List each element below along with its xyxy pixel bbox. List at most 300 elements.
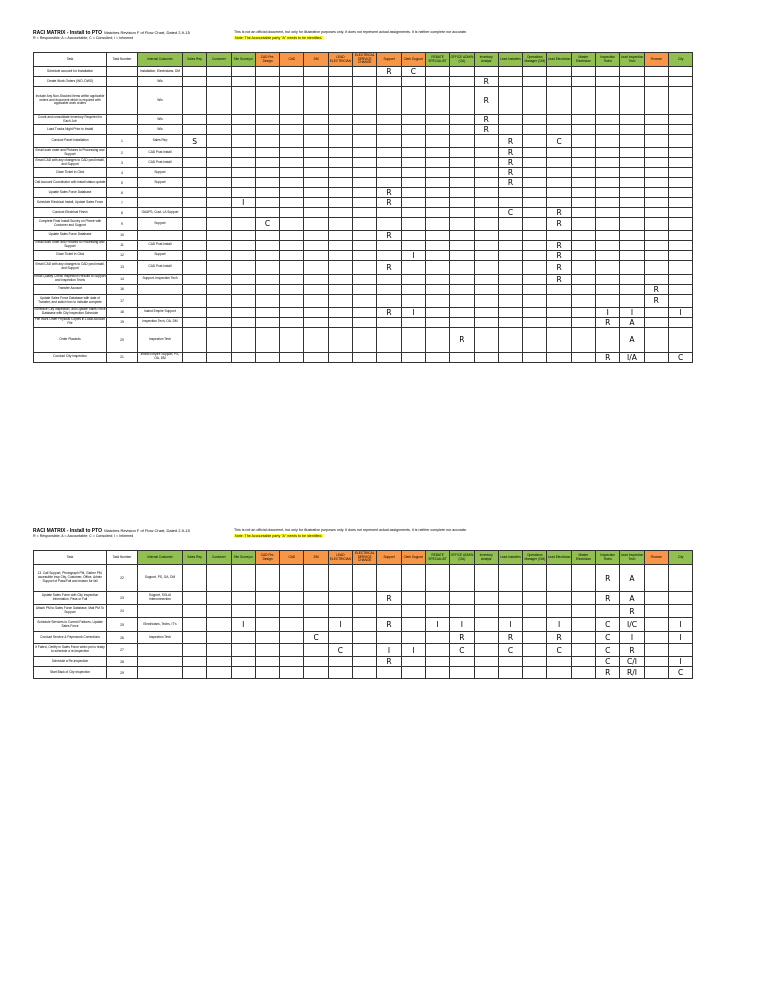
raci-code-cell [207,317,231,327]
raci-code-cell [425,148,449,158]
raci-code-cell [450,198,474,208]
raci-code-cell [523,135,547,148]
raci-code-cell [474,618,498,632]
raci-code-cell [280,274,304,284]
raci-code-cell [377,87,401,115]
raci-code-cell [474,188,498,198]
doc-subtitle: Matches Revision F of Flow Chart, Dated 2-9-15 [104,528,190,533]
raci-code-cell [328,327,352,352]
disclaimer: This is not an official document, but only for illustrative purposes only. It does not represent actual assignments. It is neither complete nor accurate. [234,30,467,34]
raci-code-cell [450,307,474,317]
raci-code-cell [255,198,279,208]
raci-code-cell [255,148,279,158]
raci-code-cell [304,125,328,135]
raci-code-cell [183,260,207,274]
raci-code-cell [547,148,571,158]
raci-code-cell [328,274,352,284]
role-column-header: CAD Pre-Design [255,551,279,565]
table-row [34,135,693,148]
task-cell: Load Trucks Night Prior to Install [34,125,107,135]
raci-code-cell [328,188,352,198]
raci-code-cell [547,294,571,307]
raci-code-cell [498,274,522,284]
raci-code-cell [183,605,207,618]
raci-code-cell [328,240,352,250]
raci-code-cell [425,632,449,644]
raci-code-cell: R [547,260,571,274]
internal-customer-cell: Electricians, Techs, IT's [138,618,183,632]
task-number-cell: 12 [107,250,138,260]
raci-code-cell [474,274,498,284]
raci-code-cell [377,284,401,294]
disclaimer: This is not an official document, but only for illustrative purposes only. It does not represent actual assignments. It is neither complete nor accurate. [234,528,467,532]
task-cell: 13. Call Support, Photograph PM, Gather PM, accessible Insp City, Customer, Office, Admin Support of Pass/Fail and reason for fail [34,565,107,592]
raci-code-cell [183,618,207,632]
raci-code-cell [571,218,595,231]
internal-customer-cell: WIs [138,125,183,135]
raci-code-cell [425,168,449,178]
raci-code-cell [328,260,352,274]
raci-code-cell [280,592,304,605]
raci-code-cell: R [450,327,474,352]
raci-code-cell [183,115,207,125]
raci-code-cell [401,260,425,274]
internal-customer-cell: OA&PS, Cust, LA Support [138,208,183,218]
raci-code-cell [523,317,547,327]
raci-code-cell [183,158,207,168]
raci-code-cell [450,667,474,679]
task-number-cell [107,115,138,125]
role-column-header: Lead Electrician [547,53,571,67]
raci-code-cell [425,307,449,317]
raci-code-cell [377,115,401,125]
task-cell: Schedule Electrical Install, Update Sales Force [34,198,107,208]
internal-customer-cell: Support [138,250,183,260]
task-cell: Conduct City Inspection [34,352,107,362]
raci-code-cell: I [450,618,474,632]
raci-code-cell [668,67,692,77]
raci-code-cell [304,115,328,125]
table-row [34,67,693,77]
raci-code-cell [571,168,595,178]
raci-code-cell [304,168,328,178]
raci-code-cell [255,307,279,317]
role-column-header: Customer [207,53,231,67]
task-number-cell: 28 [107,657,138,667]
raci-code-cell [401,352,425,362]
raci-code-cell [231,67,255,77]
raci-code-cell [596,77,620,87]
raci-code-cell [183,87,207,115]
raci-code-cell: R [498,135,522,148]
raci-code-cell [523,77,547,87]
raci-code-cell [353,178,377,188]
raci-code-cell [401,294,425,307]
role-column-header: CAD [280,53,304,67]
task-number-cell: 5 [107,178,138,188]
raci-code-cell [328,218,352,231]
raci-code-cell [523,115,547,125]
raci-code-cell [304,218,328,231]
table-row [34,294,693,307]
internal-customer-cell [138,198,183,208]
role-column-header: OFFICE ADMIN (OA) [450,551,474,565]
raci-code-cell [547,667,571,679]
raci-code-cell [620,77,644,87]
raci-code-cell [498,260,522,274]
raci-code-cell [255,644,279,657]
raci-code-cell [498,218,522,231]
raci-code-cell [231,327,255,352]
role-column-header: DM [304,53,328,67]
raci-code-cell [596,148,620,158]
role-column-header: OFFICE ADMIN (OA) [450,53,474,67]
raci-code-cell [231,115,255,125]
header-row [34,53,693,67]
raci-code-cell: R [596,317,620,327]
raci-code-cell [644,592,668,605]
raci-code-cell [207,284,231,294]
raci-code-cell [183,148,207,158]
raci-code-cell: R [377,230,401,240]
raci-code-cell [668,115,692,125]
raci-code-cell [207,230,231,240]
raci-code-cell [304,307,328,317]
raci-code-cell [571,592,595,605]
raci-code-cell [596,188,620,198]
task-cell: Email Quality Check Inspection Results to Support and Inspection Techs [34,274,106,282]
raci-code-cell [474,592,498,605]
task-cell: Conduct Electrical Finish [34,208,107,218]
table-row [34,657,693,667]
table-row [34,605,693,618]
internal-customer-cell: CAD Post Install [138,240,183,250]
raci-code-cell [523,605,547,618]
section-header [0,528,768,550]
raci-code-cell [328,148,352,158]
raci-code-cell [596,198,620,208]
task-cell: Email CAD with any changes to CAD post install, and Support [34,260,107,274]
raci-code-cell: C [668,352,692,362]
role-column-header: Inspection Techs [596,53,620,67]
raci-code-cell [523,250,547,260]
raci-code-cell [401,240,425,250]
raci-code-cell [596,87,620,115]
raci-code-cell [328,565,352,592]
raci-code-cell [644,168,668,178]
task-column-header: Task [34,551,107,565]
raci-code-cell [231,274,255,284]
role-column-header: Internal Customer [138,551,183,565]
raci-code-cell [620,168,644,178]
table-row [34,250,693,260]
raci-code-cell [498,294,522,307]
raci-section-2 [0,528,768,677]
raci-code-cell [280,250,304,260]
raci-code-cell: C [498,644,522,657]
raci-code-cell [596,274,620,284]
task-number-cell: 4 [107,168,138,178]
raci-code-cell [353,260,377,274]
task-cell: Schedule account for Installation [34,67,107,77]
raci-code-cell: R [474,115,498,125]
internal-customer-cell: Inspection Tech [138,327,183,352]
table-row [34,188,693,198]
role-column-header: Finance [644,53,668,67]
raci-code-cell [425,87,449,115]
raci-code-cell [401,605,425,618]
role-column-header: Site Surveyor [231,551,255,565]
raci-code-cell [304,592,328,605]
raci-code-cell [596,605,620,618]
raci-code-cell [644,115,668,125]
raci-code-cell [596,284,620,294]
task-cell: Conduct Panel Installation [34,135,107,148]
raci-code-cell [474,565,498,592]
raci-code-cell [183,284,207,294]
task-cell: Schedule City Inspection, and Update Sales Force Database with City Inspection Schedule [34,307,106,315]
raci-code-cell [255,327,279,352]
raci-code-cell [304,352,328,362]
raci-code-cell [183,198,207,208]
internal-customer-cell: Support, SOLAI Interconnection [138,592,183,605]
raci-code-cell [644,178,668,188]
raci-code-cell [523,178,547,188]
raci-code-cell [668,178,692,188]
raci-code-cell [523,307,547,317]
raci-code-cell [280,317,304,327]
raci-code-cell [231,218,255,231]
task-number-cell: 18 [107,307,138,317]
raci-code-cell [255,274,279,284]
raci-code-cell [450,317,474,327]
raci-code-cell [353,77,377,87]
raci-code-cell [474,307,498,317]
raci-code-cell [255,605,279,618]
raci-code-cell [401,230,425,240]
raci-code-cell [255,284,279,294]
raci-code-cell [304,657,328,667]
raci-code-cell [620,240,644,250]
raci-code-cell [183,657,207,667]
table-row [34,240,693,250]
raci-code-cell [207,605,231,618]
raci-code-cell [304,148,328,158]
raci-code-cell: I [425,618,449,632]
raci-code-cell [231,77,255,87]
raci-code-cell [353,565,377,592]
raci-code-cell [523,352,547,362]
raci-code-cell [280,644,304,657]
raci-code-cell [450,208,474,218]
raci-code-cell [255,294,279,307]
raci-code-cell [474,632,498,644]
raci-code-cell [328,87,352,115]
raci-code-cell [353,158,377,168]
raci-code-cell: R [498,168,522,178]
raci-code-cell [596,294,620,307]
raci-code-cell [353,667,377,679]
role-column-header: Lead Inspection Tech [620,53,644,67]
raci-code-cell: C [596,618,620,632]
raci-code-cell [644,198,668,208]
raci-section-1 [0,30,768,362]
raci-code-cell [231,317,255,327]
raci-code-cell: R [377,260,401,274]
role-column-header: Internal Customer [138,53,183,67]
raci-code-cell: R/I [620,667,644,679]
raci-code-cell [328,294,352,307]
raci-code-cell [183,240,207,250]
doc-subtitle: Matches Revision F of Flow Chart, Dated 2-9-15 [104,30,190,35]
raci-code-cell [304,208,328,218]
raci-code-cell [425,327,449,352]
raci-code-cell [474,605,498,618]
raci-code-cell: R [377,618,401,632]
raci-code-cell [183,307,207,317]
task-number-cell [107,87,138,115]
raci-code-cell: R [644,284,668,294]
internal-customer-cell [138,657,183,667]
raci-code-cell [328,125,352,135]
table-row [34,115,693,125]
raci-code-cell [523,294,547,307]
task-cell: Email work order and Pictures to Processing and Support [34,148,107,158]
raci-code-cell [644,230,668,240]
raci-code-cell [401,125,425,135]
raci-code-cell [280,158,304,168]
raci-code-cell [255,125,279,135]
raci-legend: R = Responsible; A = Accountable; C = Consulted; I = Informed [33,534,134,538]
raci-code-cell [620,125,644,135]
raci-code-cell [280,240,304,250]
role-column-header: Lead Electrician [547,551,571,565]
raci-code-cell: I [668,618,692,632]
raci-code-cell [328,667,352,679]
raci-table [33,550,693,679]
internal-customer-cell: CAD Post Install [138,158,183,168]
raci-code-cell: R [596,352,620,362]
raci-code-cell: I [328,618,352,632]
raci-code-cell [571,657,595,667]
raci-code-cell: R [377,592,401,605]
raci-code-cell [353,240,377,250]
raci-code-cell: S [183,135,207,148]
raci-code-cell: C [596,632,620,644]
raci-code-cell [450,565,474,592]
raci-code-cell [183,77,207,87]
raci-code-cell [474,644,498,657]
raci-code-cell: R [474,77,498,87]
raci-code-cell [328,605,352,618]
role-column-header: City [668,53,692,67]
raci-code-cell: I [401,307,425,317]
raci-code-cell [425,565,449,592]
table-row [34,644,693,657]
raci-code-cell [547,158,571,168]
raci-code-cell [450,67,474,77]
raci-code-cell [498,77,522,87]
raci-code-cell [377,565,401,592]
raci-code-cell [255,260,279,274]
raci-code-cell [571,260,595,274]
raci-code-cell [183,208,207,218]
raci-code-cell [231,188,255,198]
raci-code-cell [377,178,401,188]
raci-code-cell [304,294,328,307]
raci-code-cell [231,260,255,274]
raci-code-cell [255,87,279,115]
raci-code-cell [571,230,595,240]
raci-code-cell [644,77,668,87]
raci-code-cell [644,240,668,250]
internal-customer-cell: WIs [138,77,183,87]
raci-code-cell: I [620,307,644,317]
raci-code-cell [620,208,644,218]
raci-code-cell [231,125,255,135]
role-column-header: Customer [207,551,231,565]
raci-code-cell [571,667,595,679]
task-cell: Complete Final Install Survey on Phone with Customer and Support [34,218,107,231]
raci-code-cell [571,115,595,125]
raci-code-cell [474,135,498,148]
raci-code-cell [255,188,279,198]
raci-code-cell [474,667,498,679]
table-row [34,168,693,178]
raci-code-cell [450,87,474,115]
table-row [34,307,693,317]
table-row [34,327,693,352]
raci-code-cell [474,230,498,240]
raci-code-cell [328,208,352,218]
raci-code-cell [571,125,595,135]
table-row [34,352,693,362]
raci-code-cell [547,284,571,294]
task-number-cell: 22 [107,565,138,592]
doc-title: RACI MATRIX - Install to PTO [33,30,102,36]
raci-code-cell [183,294,207,307]
task-cell: Email CAD with any changes to CAD post install, and Support [35,157,105,166]
raci-code-cell [280,218,304,231]
raci-code-cell [377,667,401,679]
internal-customer-cell: Support, Inspection Tech [138,274,183,284]
task-number-column-header: Task Number [107,53,138,67]
raci-code-cell [523,274,547,284]
raci-code-cell [571,148,595,158]
raci-code-cell [231,307,255,317]
raci-code-cell [644,87,668,115]
raci-code-cell [183,67,207,77]
raci-code-cell [668,188,692,198]
raci-code-cell [620,115,644,125]
raci-code-cell [474,260,498,274]
raci-code-cell [183,274,207,284]
raci-code-cell [425,667,449,679]
task-number-cell [107,67,138,77]
raci-code-cell [596,178,620,188]
raci-code-cell [547,125,571,135]
raci-code-cell [304,644,328,657]
raci-code-cell [498,87,522,115]
raci-code-cell [401,317,425,327]
raci-code-cell [474,250,498,260]
raci-code-cell: C [401,67,425,77]
raci-code-cell [571,632,595,644]
raci-code-cell: A [620,327,644,352]
raci-code-cell [207,77,231,87]
raci-code-cell: I [668,307,692,317]
raci-code-cell [571,240,595,250]
